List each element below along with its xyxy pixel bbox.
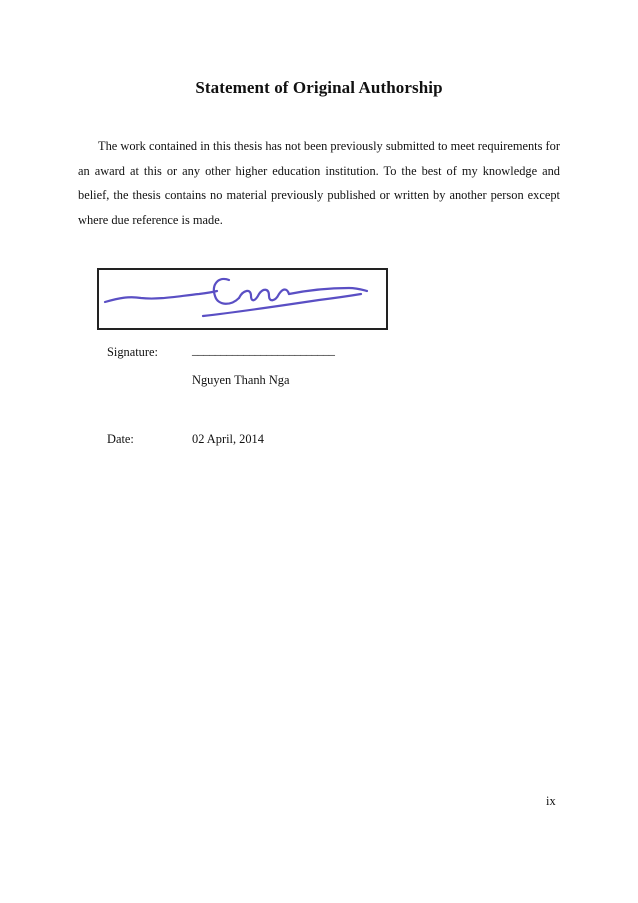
page-title: Statement of Original Authorship	[195, 78, 443, 97]
signature-line: _________________________	[192, 343, 335, 357]
date-label: Date:	[107, 432, 134, 446]
date-value: 02 April, 2014	[192, 432, 264, 446]
page-number: ix	[546, 794, 556, 808]
author-name: Nguyen Thanh Nga	[192, 373, 290, 387]
authorship-paragraph: The work contained in this thesis has not been previously submitted to meet requirements for an award at this or any other higher education institution. To the best of my knowledge and belief, the thesis contains no material previously published or written by another person except where due reference is made.	[78, 139, 560, 227]
signature-image	[99, 270, 386, 328]
signature-label: Signature:	[107, 345, 158, 359]
signature-box	[97, 268, 388, 330]
